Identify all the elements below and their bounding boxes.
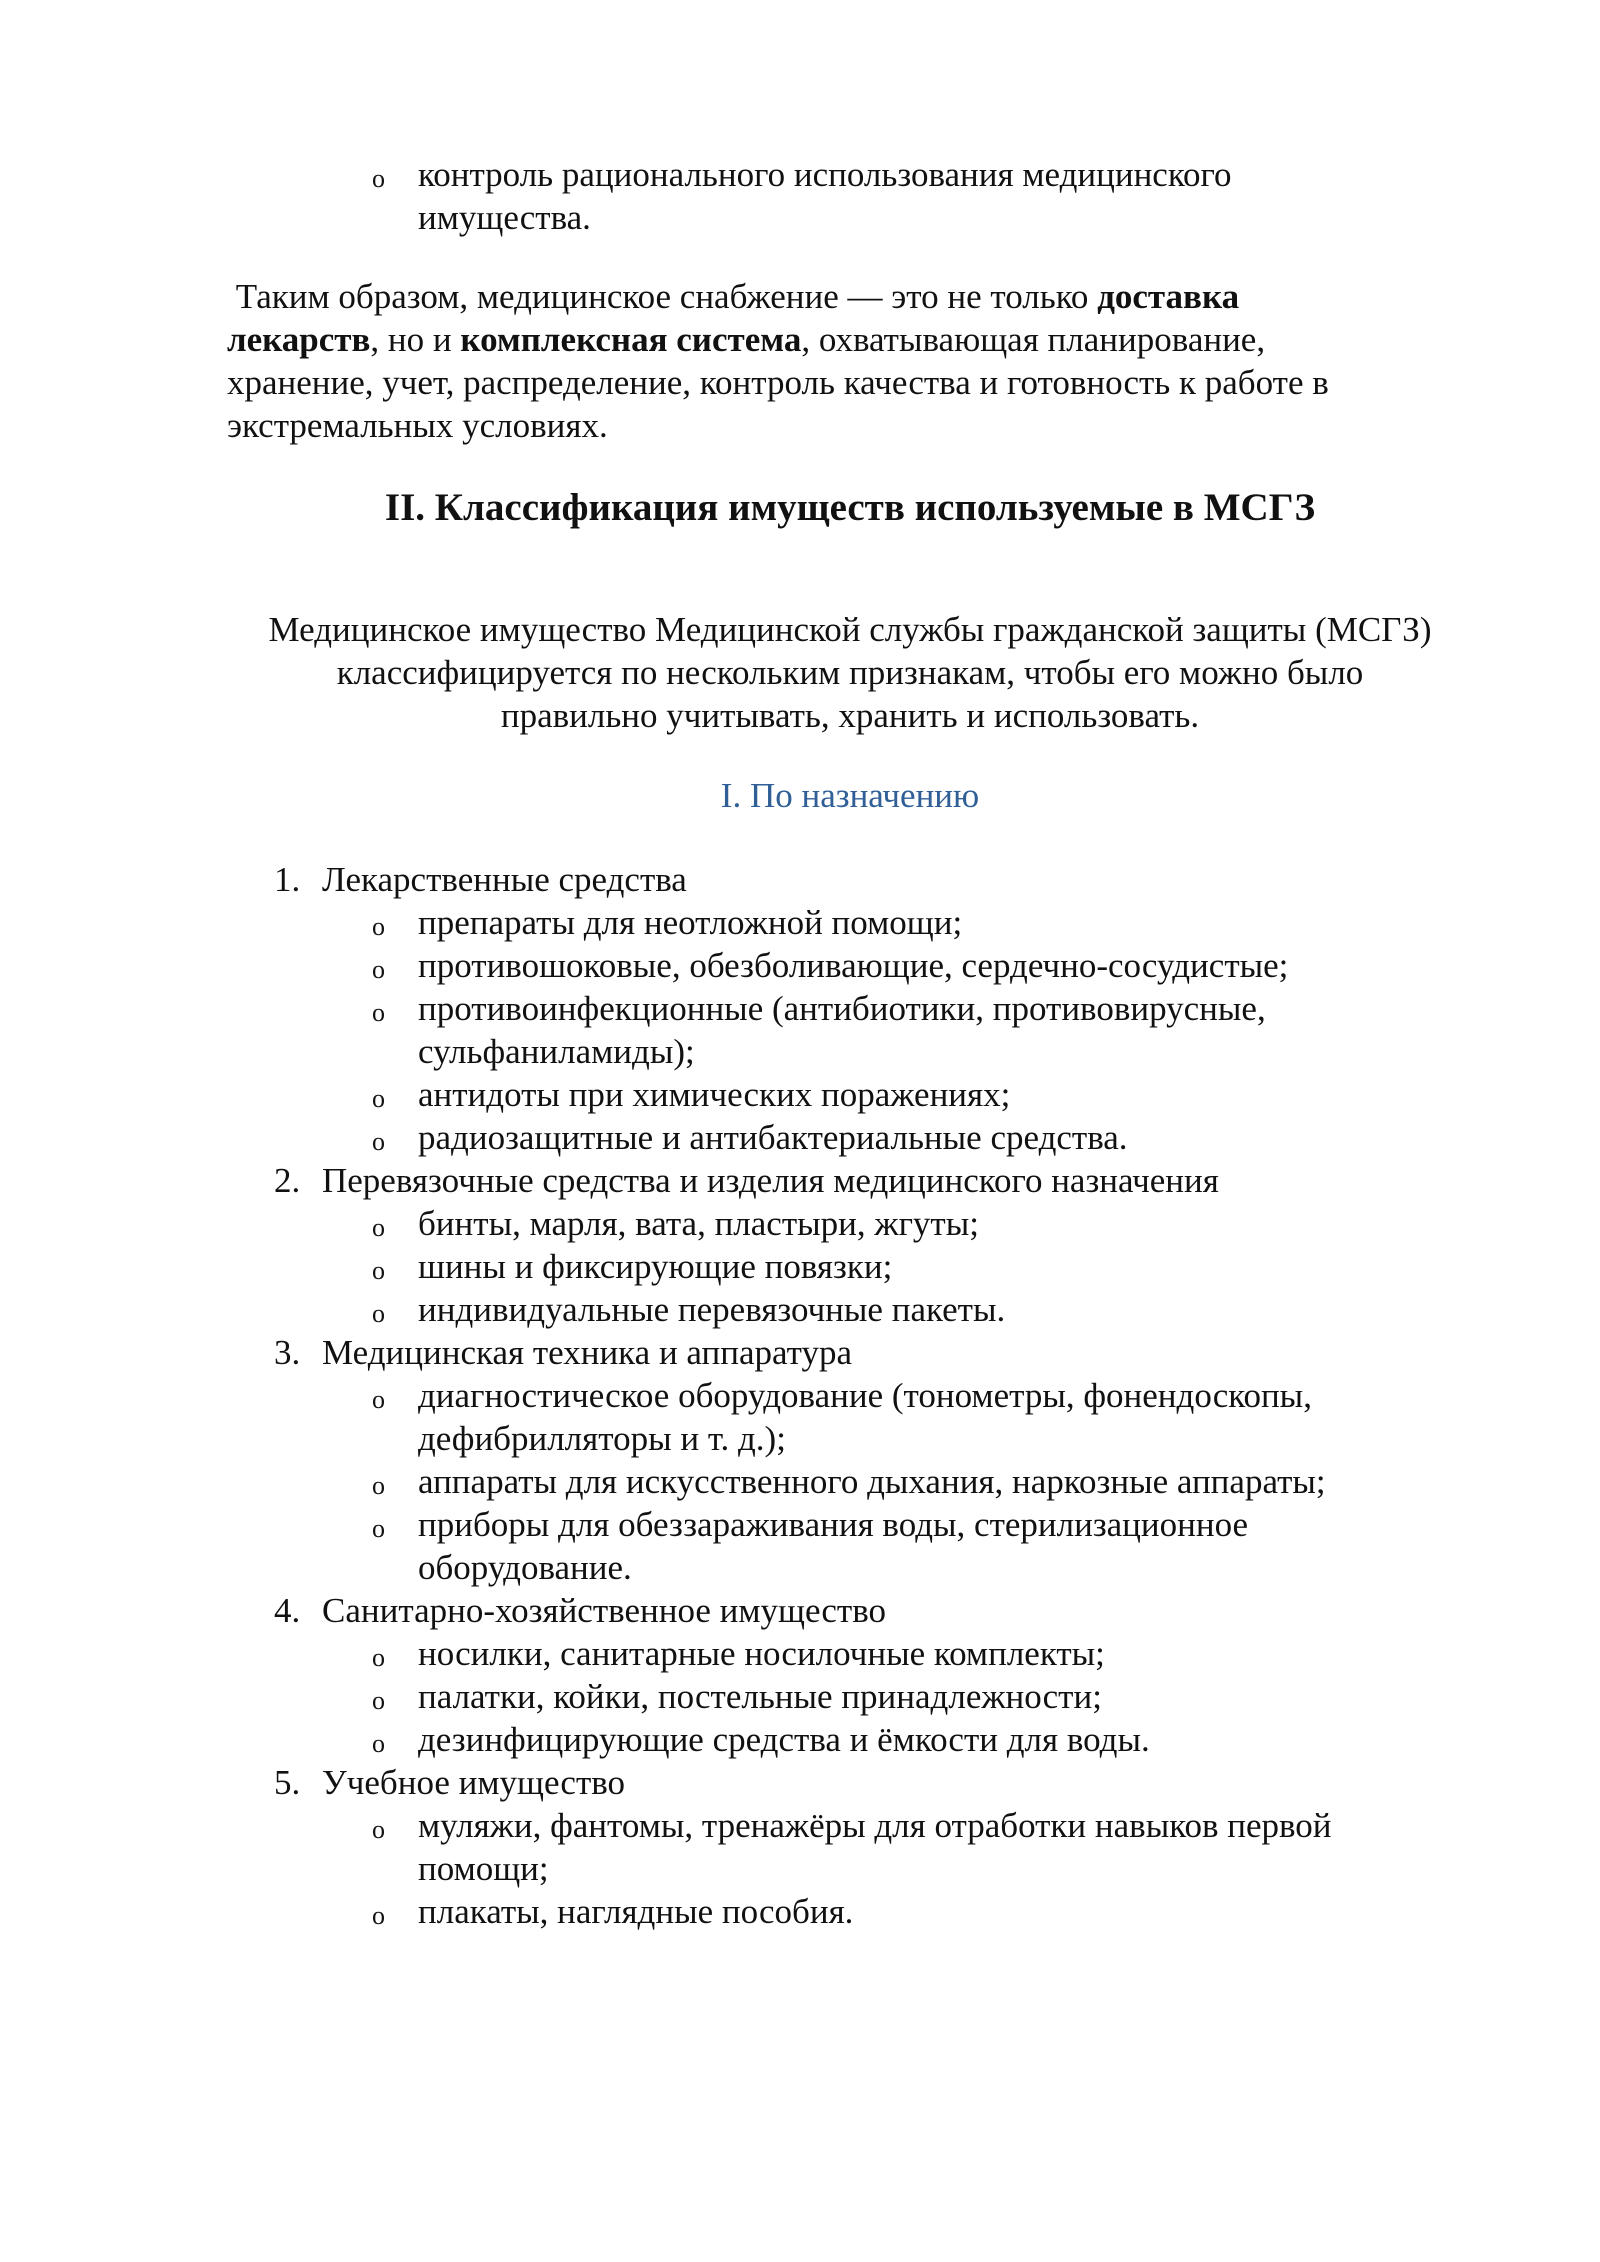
item-number: 5. [274, 1763, 301, 1802]
list-item-line: противошоковые, обезболивающие, сердечно-сосудистые; [418, 946, 1289, 985]
list-item-line: дезинфицирующие средства и ёмкости для воды. [418, 1720, 1150, 1759]
item-title: Перевязочные средства и изделия медицинского назначения [322, 1161, 1219, 1200]
list-item-line: приборы для обеззараживания воды, стерилизационное [418, 1505, 1249, 1544]
bullet-marker: o [372, 1256, 385, 1285]
numbered-item-3 [274, 1331, 852, 1374]
numbered-item-2 [274, 1159, 1219, 1202]
summary-text: , но и [370, 320, 461, 359]
item-title: Учебное имущество [322, 1763, 626, 1802]
summary-line-3: хранение, учет, распределение, контроль качества и готовность к работе в [227, 363, 1329, 402]
summary-text: Таким образом, медицинское снабжение — это не только [227, 277, 1098, 316]
list-item [372, 1245, 1458, 1288]
summary-line-1 [227, 275, 1467, 318]
bullet-marker: o [372, 1729, 385, 1758]
summary-bold: доставка [1097, 277, 1240, 316]
list-item [372, 1718, 1458, 1761]
summary-line-2 [227, 318, 1467, 361]
list-item [372, 1073, 1458, 1116]
list-item [372, 987, 1458, 1073]
list-item [372, 1503, 1458, 1589]
bullet-marker: o [372, 998, 385, 1027]
item-number: 2. [274, 1161, 301, 1200]
list-item-line: радиозащитные и антибактериальные средства. [418, 1118, 1128, 1157]
list-item-line: имущества. [418, 198, 591, 237]
list-item-line: палатки, койки, постельные принадлежности; [418, 1677, 1102, 1716]
item-number: 4. [274, 1591, 301, 1630]
section-heading: II. Классификация имуществ используемые в МСГЗ [384, 486, 1316, 529]
list-item-line: сульфаниламиды); [418, 1032, 695, 1071]
numbered-item-1 [274, 858, 687, 901]
list-item [372, 1202, 1458, 1245]
list-item-line: муляжи, фантомы, тренажёры для отработки навыков первой [418, 1806, 1332, 1845]
bullet-marker: o [372, 164, 385, 193]
bullet-marker: o [372, 912, 385, 941]
item-title: Медицинская техника и аппаратура [322, 1333, 852, 1372]
list-item [372, 1116, 1458, 1159]
bullet-marker: o [372, 1127, 385, 1156]
subsection-heading: I. По назначению [720, 776, 980, 815]
list-item-line: аппараты для искусственного дыхания, наркозные аппараты; [418, 1462, 1326, 1501]
list-item [372, 1804, 1458, 1890]
bullet-marker: o [372, 1643, 385, 1672]
list-item-line: плакаты, наглядные пособия. [418, 1892, 854, 1931]
list-item-line: бинты, марля, вата, пластыри, жгуты; [418, 1204, 979, 1243]
list-item-line: антидоты при химических поражениях; [418, 1075, 1011, 1114]
numbered-item-5 [274, 1761, 625, 1804]
intro-line: Медицинское имущество Медицинской службы гражданской защиты (МСГЗ) [268, 610, 1432, 649]
list-item [372, 901, 1458, 944]
list-item-line: противоинфекционные (антибиотики, противовирусные, [418, 989, 1266, 1028]
bullet-marker: o [372, 1213, 385, 1242]
bullet-marker: o [372, 1901, 385, 1930]
intro-paragraph [220, 608, 1480, 737]
summary-paragraph [227, 275, 1467, 447]
item-number: 3. [274, 1333, 301, 1372]
list-item-line: носилки, санитарные носилочные комплекты; [418, 1634, 1105, 1673]
item-title: Лекарственные средства [322, 860, 687, 899]
list-item [372, 944, 1458, 987]
list-item-line: препараты для неотложной помощи; [418, 903, 963, 942]
list-item-line: индивидуальные перевязочные пакеты. [418, 1290, 1006, 1329]
list-item-line: диагностическое оборудование (тонометры, фонендоскопы, [418, 1376, 1312, 1415]
summary-bold: лекарств [227, 320, 371, 359]
list-item [372, 1632, 1458, 1675]
list-item-line: шины и фиксирующие повязки; [418, 1247, 893, 1286]
bullet-marker: o [372, 1385, 385, 1414]
list-item [372, 1460, 1458, 1503]
list-item-line: оборудование. [418, 1548, 632, 1587]
item-number: 1. [274, 860, 301, 899]
list-item [372, 1288, 1458, 1331]
summary-line-4: экстремальных условиях. [227, 406, 608, 445]
list-item-line: помощи; [418, 1849, 549, 1888]
bullet-marker: o [372, 955, 385, 984]
summary-bold: комплексная система [460, 320, 802, 359]
list-item-line: дефибрилляторы и т. д.); [418, 1419, 786, 1458]
numbered-item-4 [274, 1589, 886, 1632]
summary-text: , охватывающая планирование, [801, 320, 1266, 359]
intro-line: классифицируется по нескольким признакам, чтобы его можно было [336, 653, 1364, 692]
item-title: Санитарно-хозяйственное имущество [322, 1591, 887, 1630]
bullet-marker: o [372, 1299, 385, 1328]
bullet-marker: o [372, 1815, 385, 1844]
bullet-marker: o [372, 1471, 385, 1500]
list-item [372, 1374, 1458, 1460]
intro-line: правильно учитывать, хранить и использовать. [500, 696, 1200, 735]
list-item [372, 1675, 1458, 1718]
list-item [372, 153, 1458, 239]
list-item [372, 1890, 1458, 1933]
list-item-line: контроль рационального использования медицинского [418, 155, 1232, 194]
bullet-marker: o [372, 1686, 385, 1715]
bullet-marker: o [372, 1514, 385, 1543]
bullet-marker: o [372, 1084, 385, 1113]
